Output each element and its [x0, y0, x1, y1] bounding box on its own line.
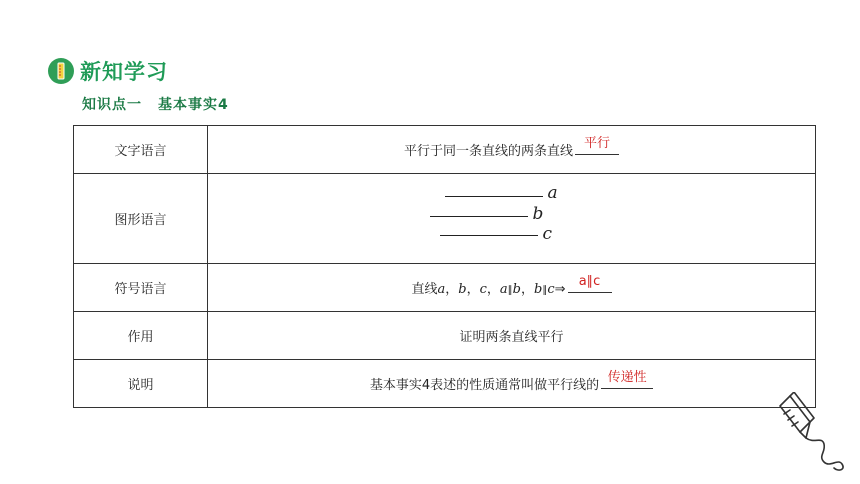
line-a [445, 196, 543, 197]
row-content [208, 126, 816, 174]
parallel-symbol: ∥ [542, 285, 548, 296]
line-b [430, 216, 528, 217]
parallel-symbol: ∥ [507, 285, 513, 296]
rel2-left: b [534, 282, 543, 297]
row-label: 图形语言 [74, 174, 208, 264]
var-b: b [458, 282, 467, 297]
var-a: a [437, 282, 446, 297]
statement-text: 平行于同一条直线的两条直线 [403, 144, 573, 159]
row-content [208, 264, 816, 312]
row-label: 说明 [74, 360, 208, 408]
row-label: 符号语言 [74, 264, 208, 312]
table-row [74, 174, 816, 264]
table-row [74, 360, 816, 408]
answer-text: a∥c [578, 274, 601, 289]
parallel-lines-figure [427, 184, 597, 254]
table-row [74, 312, 816, 360]
answer-blank [575, 136, 619, 155]
separator: ， [466, 282, 480, 297]
ruler-pencil-icon [48, 58, 74, 84]
separator: ， [486, 282, 500, 297]
line-c-label: c [542, 223, 553, 244]
rel1-left: a [499, 282, 508, 297]
line-a-label: a [547, 182, 558, 203]
answer-text: 平行 [583, 136, 610, 151]
knowledge-point-label: 知识点一 [82, 97, 142, 113]
answer-blank [601, 370, 653, 389]
var-c: c [479, 282, 487, 297]
pencil-doodle-icon [772, 392, 852, 472]
row-label: 文字语言 [74, 126, 208, 174]
statement-text: 基本事实4表述的性质通常叫做平行线的 [369, 378, 600, 393]
section-subtitle [82, 94, 229, 114]
table-row [74, 264, 816, 312]
answer-blank [568, 274, 612, 293]
row-content [208, 174, 816, 264]
section-header [48, 56, 168, 86]
implies-symbol: ⇒ [554, 282, 566, 297]
knowledge-point-name: 基本事实4 [158, 97, 229, 113]
symbol-prefix: 直线 [411, 282, 438, 297]
page-title: 新知学习 [80, 60, 168, 84]
answer-text: 传递性 [607, 370, 647, 385]
line-c [440, 235, 538, 236]
rel2-right: c [547, 282, 555, 297]
separator: ， [445, 282, 459, 297]
line-b-label: b [532, 203, 544, 224]
separator: ， [521, 282, 535, 297]
row-content [208, 360, 816, 408]
rel1-right: b [512, 282, 521, 297]
table-row [74, 126, 816, 174]
knowledge-table [73, 125, 816, 408]
row-label: 作用 [74, 312, 208, 360]
row-content: 证明两条直线平行 [208, 312, 816, 360]
